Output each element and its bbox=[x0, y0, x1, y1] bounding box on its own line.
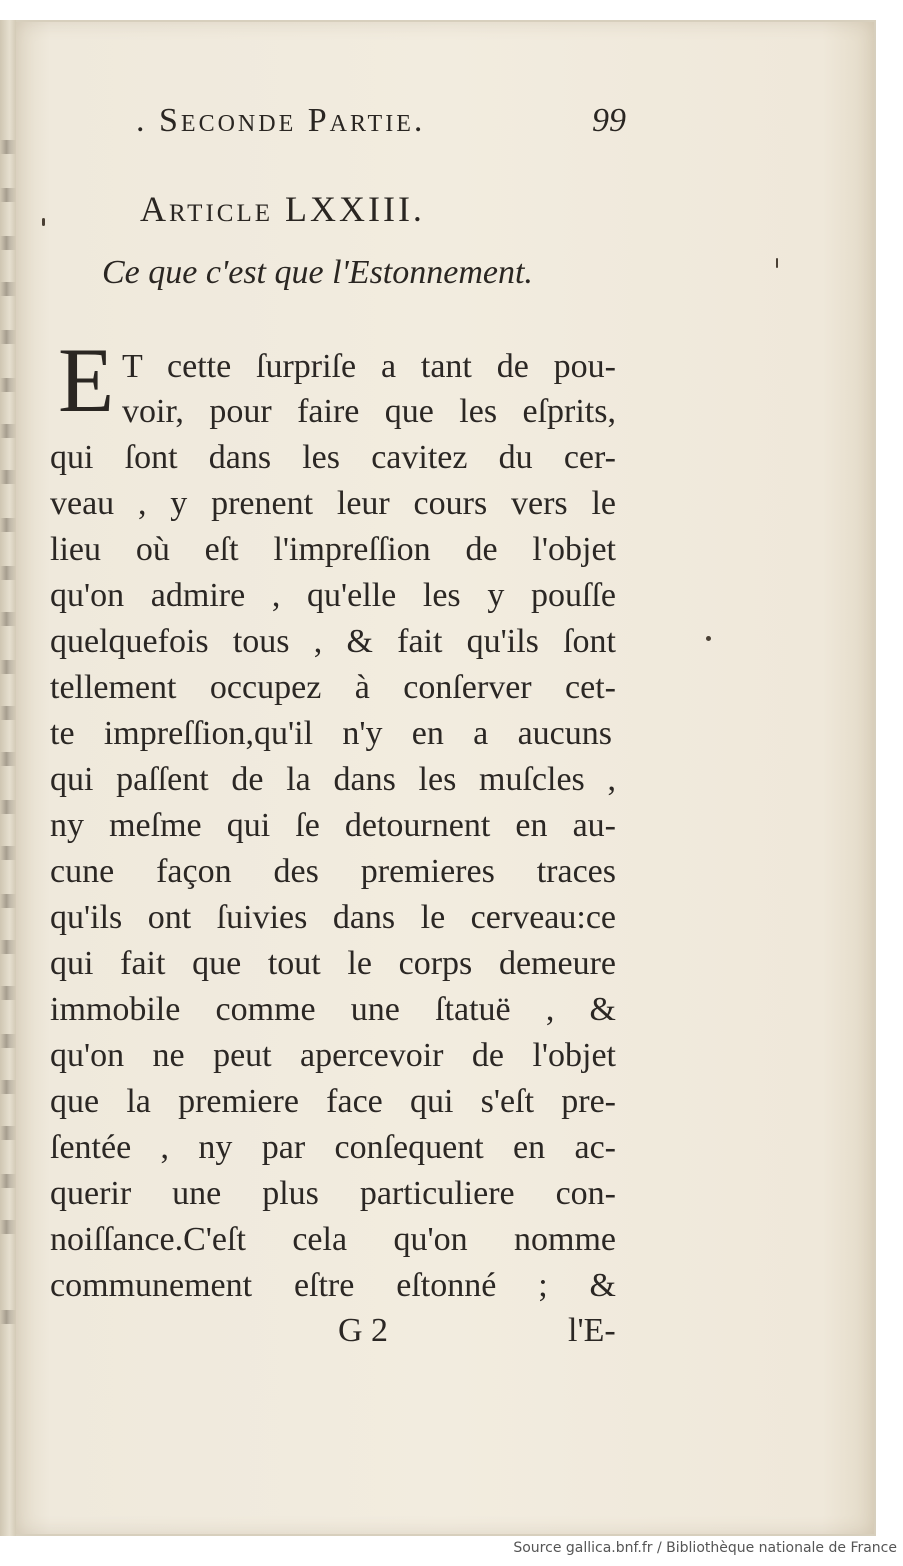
drop-cap: E bbox=[58, 329, 115, 431]
text-line: qui fait que tout le corps demeure bbox=[50, 945, 616, 982]
text-line: qu'on ne peut apercevoir de l'objet bbox=[50, 1037, 616, 1074]
text-line: qui ſont dans les cavitez du cer- bbox=[50, 439, 616, 476]
text-line: ny meſme qui ſe detournent en au- bbox=[50, 807, 616, 844]
text-line: voir, pour faire que les eſprits, bbox=[122, 393, 616, 430]
text-line: veau , y prenent leur cours vers le bbox=[50, 485, 616, 522]
text-line: qu'ils ont ſuivies dans le cerveau:ce bbox=[50, 899, 616, 936]
book-page bbox=[16, 22, 874, 1534]
text-line: communement eſtre eſtonné ; & bbox=[50, 1267, 616, 1304]
text-line: noiſſance.C'eſt cela qu'on nomme bbox=[50, 1221, 616, 1258]
text-line: ſentée , ny par conſequent en ac- bbox=[50, 1129, 616, 1166]
text-line: que la premiere face qui s'eſt pre- bbox=[50, 1083, 616, 1120]
text-line: te impreſſion,qu'il n'y en a aucuns bbox=[50, 715, 612, 752]
paper-speck bbox=[776, 258, 778, 268]
text-line: qui paſſent de la dans les muſcles , bbox=[50, 761, 616, 798]
catchword: l'E- bbox=[568, 1312, 616, 1349]
text-line: immobile comme une ſtatuë , & bbox=[50, 991, 616, 1028]
text-line: qu'on admire , qu'elle les y pouſſe bbox=[50, 577, 616, 614]
previous-page-edge bbox=[0, 20, 16, 1536]
text-line: quelquefois tous , & fait qu'ils ſont bbox=[50, 623, 616, 660]
article-subtitle: Ce que c'est que l'Estonnement. bbox=[102, 254, 533, 291]
text-line: lieu où eſt l'impreſſion de l'objet bbox=[50, 531, 616, 568]
text-line: querir une plus particuliere con- bbox=[50, 1175, 616, 1212]
paper-speck bbox=[42, 218, 45, 226]
source-credit: Source gallica.bnf.fr / Bibliothèque nationale de France bbox=[513, 1540, 897, 1556]
running-head-title: . Seconde Partie. bbox=[136, 102, 426, 139]
signature-mark: G 2 bbox=[338, 1312, 389, 1349]
text-line: tellement occupez à conſerver cet- bbox=[50, 669, 616, 706]
paper-speck bbox=[706, 636, 711, 641]
text-line: T cette ſurpriſe a tant de pou- bbox=[122, 348, 616, 385]
text-line: cune façon des premieres traces bbox=[50, 853, 616, 890]
page-number: 99 bbox=[592, 102, 626, 139]
article-heading: Article LXXIII. bbox=[140, 189, 425, 229]
